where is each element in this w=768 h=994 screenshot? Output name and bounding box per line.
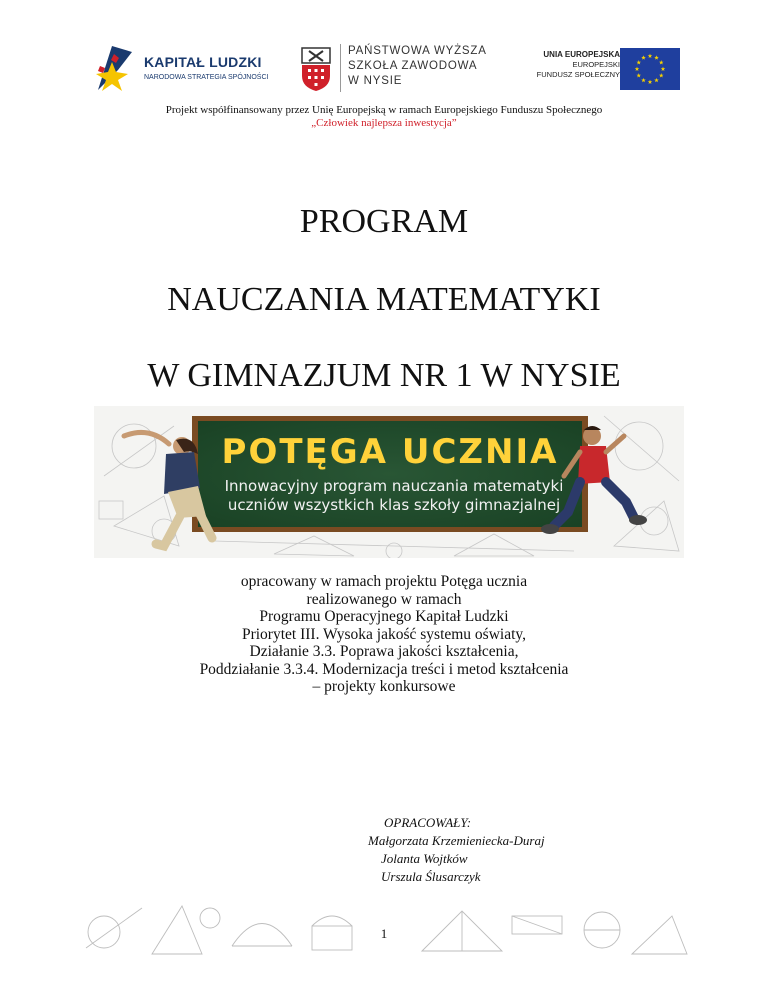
description-line: opracowany w ramach projektu Potęga ucznia: [240, 573, 528, 590]
description-line: Działanie 3.3. Poprawa jakości kształcenia,: [249, 643, 519, 660]
kapital-ludzki-name: KAPITAŁ LUDZKI: [144, 54, 262, 70]
document-title-line2: NAUCZANIA MATEMATYKI: [167, 281, 601, 318]
motto-text: „Człowiek najlepsza inwestycja”: [311, 117, 457, 129]
document-title-line1: PROGRAM: [299, 203, 469, 240]
description-line: Programu Operacyjnego Kapitał Ludzki: [259, 608, 509, 625]
page-number: 1: [380, 926, 388, 941]
description-line: realizowanego w ramach: [306, 590, 462, 608]
pwsz-name: [348, 44, 487, 89]
author-name: Małgorzata Krzemieniecka-Duraj: [368, 833, 545, 848]
banner-line2: uczniów wszystkich klas szkoły gimnazjalnej: [227, 496, 561, 514]
author-name: Urszula Ślusarczyk: [381, 869, 481, 884]
pwsz-crest-icon: [300, 46, 332, 92]
cofinance-note: [0, 104, 768, 130]
description-line: – projekty konkursowe: [312, 678, 456, 695]
authors-heading: OPRACOWAŁY:: [384, 815, 472, 830]
logo-bar: [0, 38, 768, 98]
kapital-ludzki-logo: [92, 44, 272, 94]
pwsz-name-line2: SZKOŁA ZAWODOWA: [348, 60, 478, 72]
potega-ucznia-banner: [94, 406, 684, 558]
project-description: [0, 573, 768, 696]
pwsz-divider: [340, 44, 341, 92]
pwsz-name-line1: PAŃSTWOWA WYŻSZA: [348, 45, 487, 57]
cofinance-text: Projekt współfinansowany przez Unię Europejską w ramach Europejskiego Funduszu Społecznego: [165, 104, 603, 116]
eu-line1: UNIA EUROPEJSKA: [543, 50, 620, 59]
description-line: Poddziałanie 3.3.4. Modernizacja treści i metod kształcenia: [199, 660, 569, 678]
description-line: Priorytet III. Wysoka jakość systemu oświaty,: [241, 625, 527, 643]
kapital-ludzki-star-icon: [92, 44, 136, 94]
kapital-ludzki-subtitle: NARODOWA STRATEGIA SPÓJNOŚCI: [144, 74, 269, 81]
author-name: Jolanta Wojtków: [381, 851, 468, 866]
eu-logo-text: [537, 50, 620, 80]
eu-line2: EUROPEJSKI: [572, 60, 620, 69]
pwsz-logo: [300, 42, 510, 96]
eu-logo: [520, 48, 680, 92]
banner-headline: POTĘGA UCZNIA: [221, 432, 559, 472]
eu-flag-icon: [620, 48, 680, 90]
document-title-line3: W GIMNAZJUM NR 1 W NYSIE: [147, 357, 621, 394]
eu-line3: FUNDUSZ SPOŁECZNY: [536, 70, 620, 79]
pwsz-name-line3: W NYSIE: [348, 75, 403, 87]
authors-block: [368, 814, 545, 886]
banner-line1: Innowacyjny program nauczania matematyki: [224, 477, 564, 495]
